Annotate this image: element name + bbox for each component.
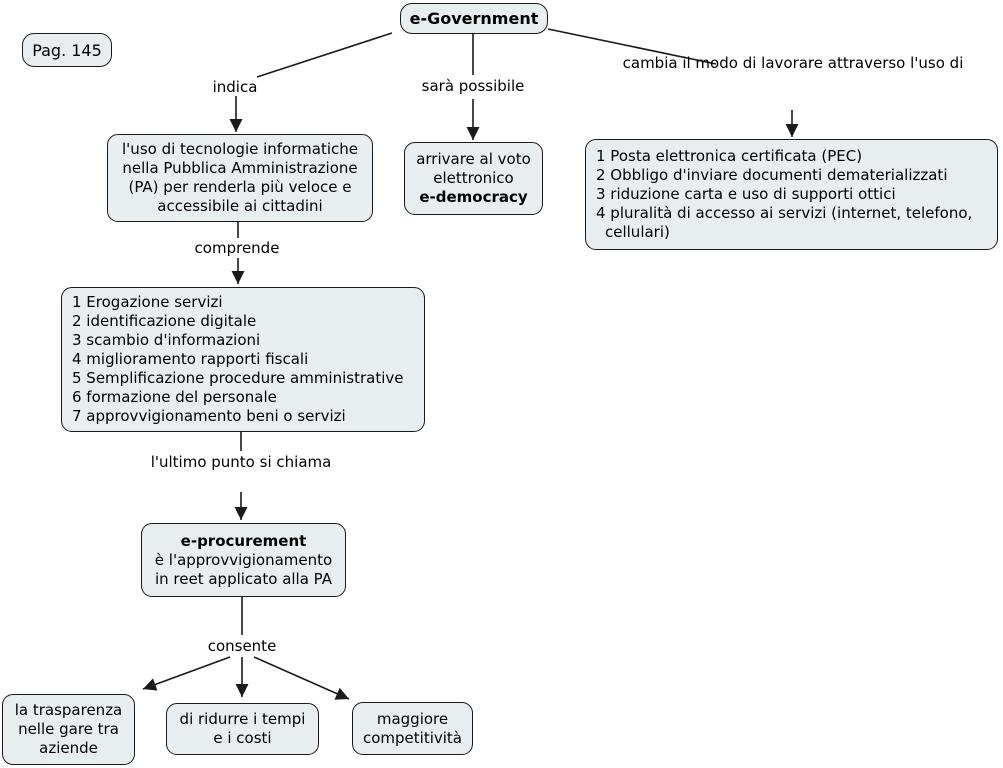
edge-label-ultimo-punto: l'ultimo punto si chiama — [150, 453, 332, 471]
e-procurement-label: e-procurement — [180, 531, 307, 550]
node-voto-elettronico: arrivare al voto elettronico e-democracy — [404, 142, 543, 215]
list-item: 4 pluralità di accesso ai servizi (internet, telefono, cellulari) — [596, 204, 973, 241]
e-democracy-label: e-democracy — [419, 188, 528, 206]
list-item: 3 riduzione carta e uso di supporti ottici — [596, 185, 896, 203]
list-item: 1 Posta elettronica certificata (PEC) — [596, 147, 863, 165]
list-item: 1 Erogazione servizi — [72, 293, 223, 311]
list-item: 4 miglioramento rapporti fiscali — [72, 350, 309, 368]
node-e-government-label: e-Government — [409, 9, 539, 28]
edge-label-indica: indica — [212, 78, 258, 96]
node-e-government — [400, 3, 548, 34]
edge-arrow-consente-competitivita — [254, 657, 349, 699]
node-e-procurement: e-procurement è l'approvvigionamento in reet applicato alla PA — [141, 523, 346, 597]
list-item: 6 formazione del personale — [72, 388, 277, 406]
list-item: 2 Obbligo d'inviare documenti dematerializzati — [596, 166, 948, 184]
node-trasparenza: la trasparenza nelle gare tra aziende — [2, 694, 135, 765]
node-page-ref — [22, 33, 112, 67]
list-item: 3 scambio d'informazioni — [72, 331, 261, 349]
node-comprende-elenco — [61, 287, 425, 432]
edge-label-sara-possibile: sarà possibile — [421, 77, 525, 95]
page-ref-label: Pag. 145 — [32, 40, 102, 60]
node-strumenti-elenco — [585, 139, 998, 250]
edge-arrow-consente-trasparenza — [143, 657, 230, 689]
edge-line-gov-indica — [257, 33, 392, 77]
edge-label-comprende: comprende — [194, 239, 280, 257]
list-item: 5 Semplificazione procedure amministrative — [72, 369, 404, 387]
list-item: 2 identificazione digitale — [72, 312, 257, 330]
edge-label-cambia: cambia il modo di lavorare attraverso l'uso di — [622, 54, 964, 72]
node-uso-tecnologie: l'uso di tecnologie informatiche nella Pubblica Amministrazione (PA) per renderla più veloce e accessibile ai cittadini — [107, 134, 373, 222]
node-competitivita: maggiore competitività — [352, 702, 473, 755]
list-item: 7 approvvigionamento beni o servizi — [72, 407, 346, 425]
node-tempi-costi: di ridurre i tempi e i costi — [166, 703, 319, 755]
edge-label-consente: consente — [207, 637, 277, 655]
